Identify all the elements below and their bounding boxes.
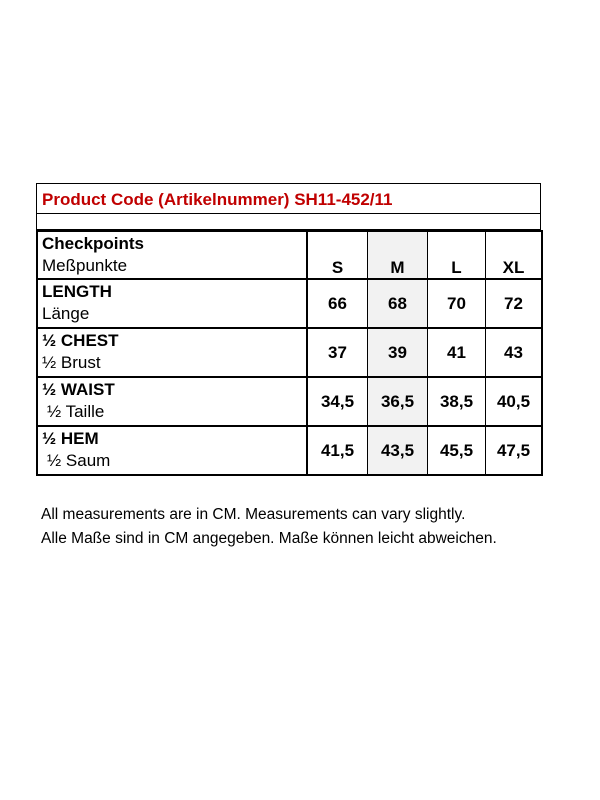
product-code-title-box	[36, 183, 541, 214]
header-size-xl-cell	[486, 232, 541, 278]
value-cell-l	[428, 378, 486, 425]
value-l: 41	[447, 343, 466, 362]
table-row-waist	[36, 378, 543, 427]
value-cell-s	[308, 280, 368, 327]
value-m: 68	[388, 294, 407, 313]
value-cell-s	[308, 427, 368, 474]
header-size-l-cell	[428, 232, 486, 278]
measurement-notes	[41, 503, 497, 551]
row-label-cell	[38, 280, 308, 327]
size-table	[36, 183, 543, 476]
header-label-main: Checkpoints	[42, 234, 145, 253]
row-label-main: ½ HEM	[42, 429, 99, 448]
value-cell-m	[368, 280, 428, 327]
value-cell-xl	[486, 378, 541, 425]
value-m: 36,5	[380, 392, 415, 411]
value-cell-l	[428, 280, 486, 327]
header-label-cell	[38, 232, 308, 278]
value-s: 41,5	[320, 441, 355, 460]
value-m: 43,5	[380, 441, 415, 460]
value-cell-m	[368, 427, 428, 474]
row-label-cell	[38, 329, 308, 376]
note-english: All measurements are in CM. Measurements can vary slightly.	[41, 506, 466, 523]
table-row-length	[36, 280, 543, 329]
value-cell-xl	[486, 427, 541, 474]
row-label-main: LENGTH	[42, 282, 112, 301]
row-label-sub: Länge	[42, 304, 90, 323]
size-l-heading: L	[451, 258, 462, 277]
value-cell-m	[368, 329, 428, 376]
row-label-sub: ½ Saum	[47, 451, 111, 470]
value-s: 37	[328, 343, 347, 362]
product-code-title: Product Code (Artikelnummer) SH11-452/11	[42, 190, 393, 209]
row-label-cell	[38, 378, 308, 425]
table-header-row	[36, 230, 543, 280]
value-xl: 72	[504, 294, 523, 313]
value-cell-l	[428, 329, 486, 376]
value-cell-xl	[486, 280, 541, 327]
value-cell-xl	[486, 329, 541, 376]
row-label-sub: ½ Brust	[42, 353, 101, 372]
value-cell-s	[308, 329, 368, 376]
row-label-main: ½ WAIST	[42, 380, 115, 399]
value-l: 45,5	[439, 441, 474, 460]
header-size-m-cell	[368, 232, 428, 278]
header-label-sub: Meßpunkte	[42, 256, 128, 275]
value-l: 38,5	[439, 392, 474, 411]
value-cell-s	[308, 378, 368, 425]
row-label-main: ½ CHEST	[42, 331, 119, 350]
value-xl: 43	[504, 343, 523, 362]
header-size-s-cell	[308, 232, 368, 278]
value-m: 39	[388, 343, 407, 362]
size-m-heading: M	[390, 258, 405, 277]
value-s: 66	[328, 294, 347, 313]
table-row-hem	[36, 427, 543, 476]
value-xl: 47,5	[496, 441, 531, 460]
spacer-row	[36, 213, 541, 230]
note-german: Alle Maße sind in CM angegeben. Maße können leicht abweichen.	[41, 530, 497, 547]
value-l: 70	[447, 294, 466, 313]
value-cell-m	[368, 378, 428, 425]
value-xl: 40,5	[496, 392, 531, 411]
size-xl-heading: XL	[502, 258, 525, 277]
size-s-heading: S	[331, 258, 344, 277]
table-row-chest	[36, 329, 543, 378]
row-label-sub: ½ Taille	[47, 402, 105, 421]
value-cell-l	[428, 427, 486, 474]
row-label-cell	[38, 427, 308, 474]
value-s: 34,5	[320, 392, 355, 411]
